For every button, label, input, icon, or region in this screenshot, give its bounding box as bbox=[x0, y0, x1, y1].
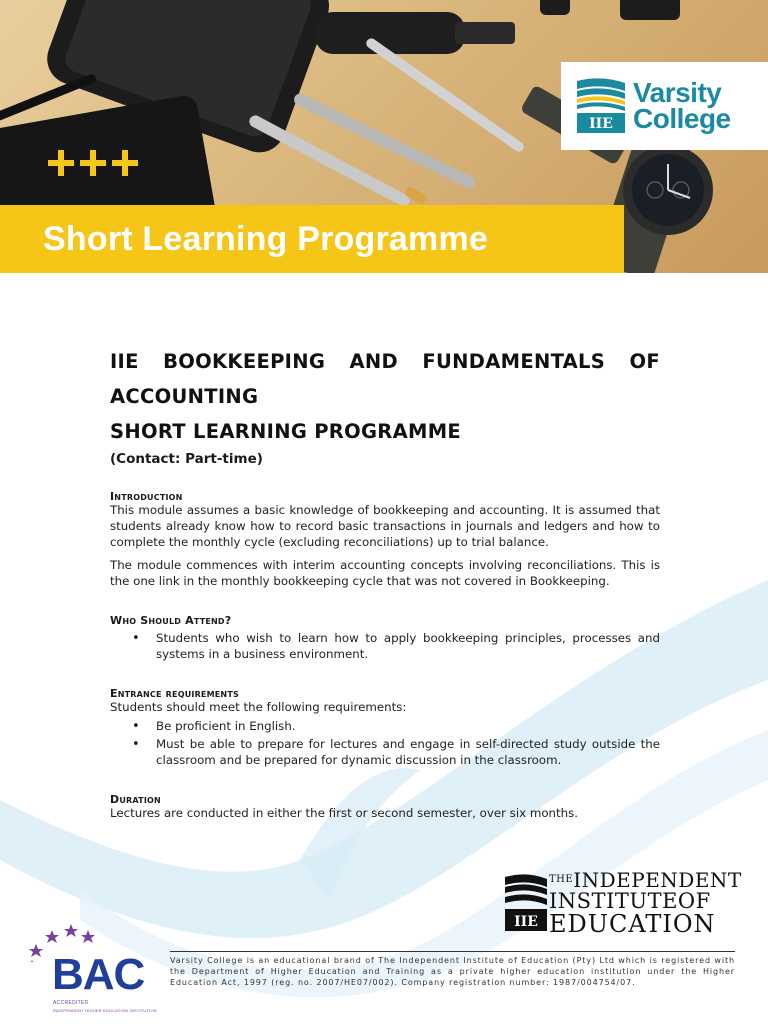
bac-accreditation-logo bbox=[24, 922, 164, 1022]
list-item: • Students who wish to learn how to apply bookkeeping principles, processes and systems in a business environment. bbox=[110, 631, 660, 663]
iie-flag-icon bbox=[505, 873, 547, 933]
plus-icon bbox=[112, 150, 138, 176]
plus-icon bbox=[48, 150, 74, 176]
iie-line2: INSTITUTE bbox=[549, 889, 678, 913]
iie-mark-text: IIE bbox=[514, 914, 538, 930]
iie-of: OF bbox=[677, 889, 711, 913]
decorative-plus-signs bbox=[48, 150, 138, 176]
footer-divider bbox=[170, 951, 735, 952]
iie-flag-icon bbox=[577, 77, 625, 135]
entrance-requirements-list bbox=[110, 719, 660, 768]
introduction-paragraph: This module assumes a basic knowledge of bookkeeping and accounting. It is assumed that students already know how to record basic transactions in journals and ledgers and how to complete the monthly cycle (excluding reconciliations) up to trial balance. bbox=[110, 503, 660, 549]
entrance-requirements-heading: Entrance requirements bbox=[110, 686, 239, 700]
bac-accredited: ACCREDITED bbox=[53, 1000, 89, 1006]
vc-logo-line1: Varsity bbox=[633, 77, 722, 108]
doc-title-line1: IIE BOOKKEEPING AND FUNDAMENTALS OF bbox=[110, 350, 660, 373]
duration-text: Lectures are conducted in either the first or second semester, over six months. bbox=[110, 805, 579, 820]
iie-logo bbox=[505, 868, 742, 938]
list-item: • Must be able to prepare for lectures and engage in self-directed study outside the classroom and be prepared for dynamic discussion in the classroom. bbox=[110, 737, 660, 769]
vc-mark-text: IIE bbox=[589, 116, 613, 132]
legal-text: Varsity College is an educational brand of The Independent Institute of Education (Pty) Ltd which is registered with the Department of Higher Education and Training as a private higher education institution under the Higher Education Act, 1997 (reg. no. 2007/HE07/002). Company registration number: 1987/004754/07. bbox=[170, 956, 735, 987]
entrance-requirements-intro: Students should meet the following requirements: bbox=[110, 699, 407, 714]
doc-subtitle: (Contact: Part-time) bbox=[110, 451, 263, 467]
iie-line1: INDEPENDENT bbox=[573, 868, 742, 892]
bac-wordmark: BAC bbox=[52, 950, 145, 999]
iie-line3: EDUCATION bbox=[549, 910, 716, 938]
who-should-attend-list bbox=[110, 631, 660, 663]
varsity-college-logo bbox=[561, 62, 768, 150]
doc-title-line2: ACCOUNTING bbox=[110, 385, 259, 408]
document-content bbox=[110, 344, 660, 822]
bac-subtitle: INDEPENDENT HIGHER EDUCATION INSTITUTION bbox=[53, 1008, 157, 1013]
programme-banner bbox=[0, 205, 624, 273]
who-should-attend-heading: Who Should Attend? bbox=[110, 613, 232, 627]
plus-icon bbox=[80, 150, 106, 176]
vc-logo-line2: College bbox=[633, 103, 731, 134]
list-item: • Be proficient in English. bbox=[110, 719, 660, 735]
introduction-heading: Introduction bbox=[110, 490, 183, 503]
banner-title: Short Learning Programme bbox=[43, 219, 488, 258]
duration-heading: Duration bbox=[110, 792, 161, 806]
iie-the: THE bbox=[549, 874, 574, 885]
hero-banner bbox=[0, 0, 768, 273]
introduction-paragraph: The module commences with interim accounting concepts involving reconciliations. This is the one link in the monthly bookkeeping cycle that was not covered in Bookkeeping. bbox=[110, 558, 660, 589]
doc-title-line3: SHORT LEARNING PROGRAMME bbox=[110, 420, 462, 443]
